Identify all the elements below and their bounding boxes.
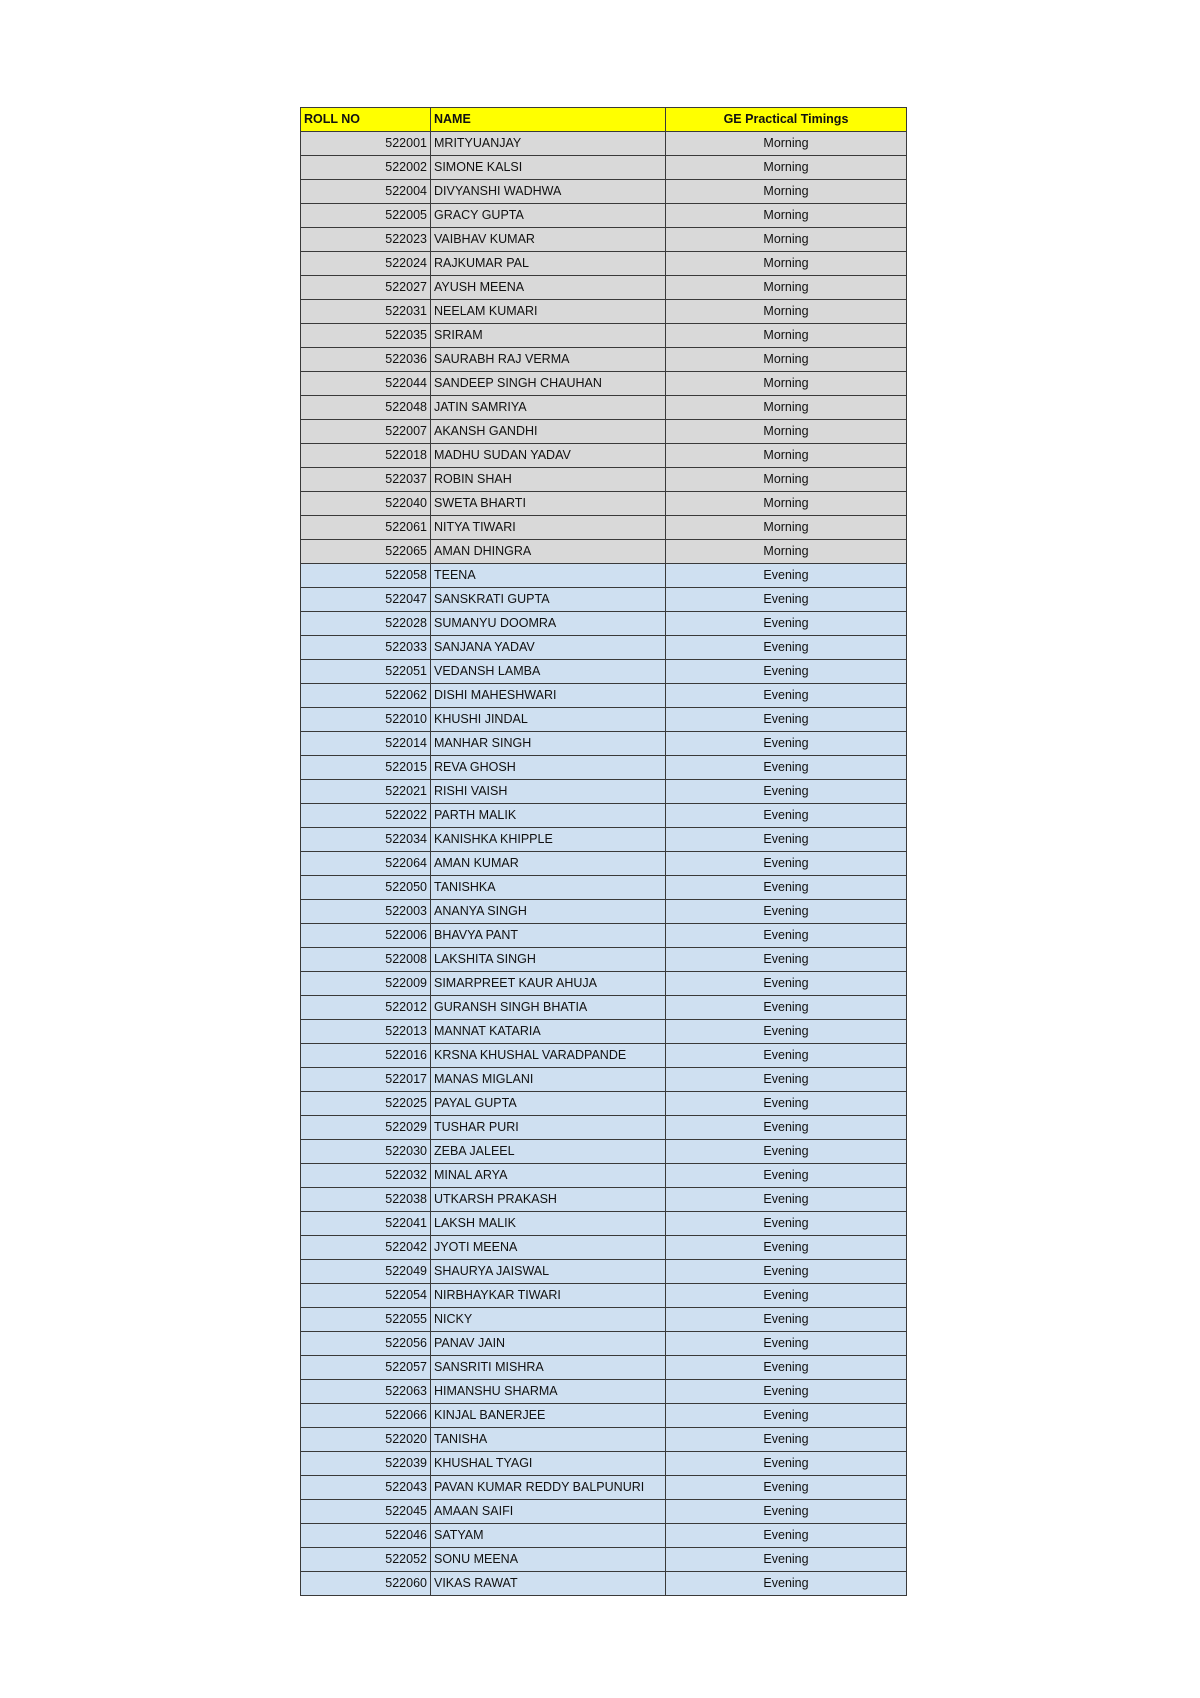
timing-cell: Morning xyxy=(666,252,907,276)
table-row xyxy=(301,1212,907,1236)
table-row xyxy=(301,732,907,756)
table-row xyxy=(301,996,907,1020)
name-cell: SANDEEP SINGH CHAUHAN xyxy=(431,372,666,396)
roll-no-cell: 522037 xyxy=(301,468,431,492)
name-cell: KRSNA KHUSHAL VARADPANDE xyxy=(431,1044,666,1068)
table-row xyxy=(301,684,907,708)
timing-cell: Evening xyxy=(666,1212,907,1236)
roll-no-cell: 522051 xyxy=(301,660,431,684)
table-row xyxy=(301,1356,907,1380)
name-cell: JATIN SAMRIYA xyxy=(431,396,666,420)
roll-no-cell: 522048 xyxy=(301,396,431,420)
student-timings-table xyxy=(300,107,907,1596)
table-row xyxy=(301,132,907,156)
name-cell: MANNAT KATARIA xyxy=(431,1020,666,1044)
table-row xyxy=(301,564,907,588)
roll-no-cell: 522014 xyxy=(301,732,431,756)
table-row xyxy=(301,1188,907,1212)
roll-no-cell: 522042 xyxy=(301,1236,431,1260)
table-row xyxy=(301,1404,907,1428)
table-row xyxy=(301,1140,907,1164)
name-cell: SIMONE KALSI xyxy=(431,156,666,180)
table-row xyxy=(301,204,907,228)
timing-cell: Evening xyxy=(666,1164,907,1188)
timing-cell: Evening xyxy=(666,684,907,708)
table-row xyxy=(301,444,907,468)
table-row xyxy=(301,708,907,732)
timing-cell: Evening xyxy=(666,1020,907,1044)
roll-no-cell: 522039 xyxy=(301,1452,431,1476)
timing-cell: Morning xyxy=(666,180,907,204)
roll-no-cell: 522004 xyxy=(301,180,431,204)
timing-cell: Evening xyxy=(666,1188,907,1212)
timing-cell: Evening xyxy=(666,1500,907,1524)
roll-no-cell: 522007 xyxy=(301,420,431,444)
timing-cell: Evening xyxy=(666,1044,907,1068)
table-row xyxy=(301,588,907,612)
timing-cell: Morning xyxy=(666,300,907,324)
table-row xyxy=(301,1236,907,1260)
roll-no-cell: 522064 xyxy=(301,852,431,876)
name-cell: AKANSH GANDHI xyxy=(431,420,666,444)
timing-cell: Evening xyxy=(666,1524,907,1548)
roll-no-cell: 522035 xyxy=(301,324,431,348)
timing-cell: Morning xyxy=(666,396,907,420)
timing-cell: Evening xyxy=(666,1428,907,1452)
name-cell: ANANYA SINGH xyxy=(431,900,666,924)
roll-no-cell: 522057 xyxy=(301,1356,431,1380)
timing-cell: Evening xyxy=(666,660,907,684)
roll-no-cell: 522033 xyxy=(301,636,431,660)
roll-no-cell: 522062 xyxy=(301,684,431,708)
roll-no-cell: 522001 xyxy=(301,132,431,156)
roll-no-cell: 522020 xyxy=(301,1428,431,1452)
table-row xyxy=(301,948,907,972)
roll-no-cell: 522050 xyxy=(301,876,431,900)
timing-cell: Morning xyxy=(666,540,907,564)
table-row xyxy=(301,1284,907,1308)
roll-no-cell: 522017 xyxy=(301,1068,431,1092)
timing-cell: Morning xyxy=(666,204,907,228)
timing-cell: Evening xyxy=(666,780,907,804)
table-row xyxy=(301,348,907,372)
roll-no-cell: 522021 xyxy=(301,780,431,804)
name-cell: SHAURYA JAISWAL xyxy=(431,1260,666,1284)
timing-cell: Morning xyxy=(666,276,907,300)
timing-cell: Evening xyxy=(666,588,907,612)
roll-no-cell: 522063 xyxy=(301,1380,431,1404)
name-cell: DISHI MAHESHWARI xyxy=(431,684,666,708)
name-cell: BHAVYA PANT xyxy=(431,924,666,948)
timing-cell: Morning xyxy=(666,468,907,492)
name-cell: TANISHA xyxy=(431,1428,666,1452)
name-cell: VEDANSH LAMBA xyxy=(431,660,666,684)
timing-cell: Morning xyxy=(666,156,907,180)
name-cell: AMAAN SAIFI xyxy=(431,1500,666,1524)
table-row xyxy=(301,492,907,516)
table-row xyxy=(301,276,907,300)
timing-cell: Morning xyxy=(666,348,907,372)
timing-cell: Evening xyxy=(666,900,907,924)
table-row xyxy=(301,468,907,492)
roll-no-cell: 522005 xyxy=(301,204,431,228)
table-row xyxy=(301,1332,907,1356)
name-cell: SAURABH RAJ VERMA xyxy=(431,348,666,372)
name-cell: HIMANSHU SHARMA xyxy=(431,1380,666,1404)
roll-no-cell: 522031 xyxy=(301,300,431,324)
table-row xyxy=(301,660,907,684)
name-cell: REVA GHOSH xyxy=(431,756,666,780)
roll-no-cell: 522046 xyxy=(301,1524,431,1548)
name-cell: MINAL ARYA xyxy=(431,1164,666,1188)
name-cell: DIVYANSHI WADHWA xyxy=(431,180,666,204)
timing-cell: Evening xyxy=(666,1308,907,1332)
name-cell: SUMANYU DOOMRA xyxy=(431,612,666,636)
timing-cell: Evening xyxy=(666,1260,907,1284)
roll-no-cell: 522032 xyxy=(301,1164,431,1188)
table-row xyxy=(301,852,907,876)
table-row xyxy=(301,540,907,564)
roll-no-cell: 522018 xyxy=(301,444,431,468)
name-cell: SANSRITI MISHRA xyxy=(431,1356,666,1380)
timing-cell: Evening xyxy=(666,1572,907,1596)
table-row xyxy=(301,396,907,420)
table-row xyxy=(301,900,907,924)
header-roll-no: ROLL NO xyxy=(301,108,431,132)
roll-no-cell: 522015 xyxy=(301,756,431,780)
roll-no-cell: 522040 xyxy=(301,492,431,516)
table-row xyxy=(301,1068,907,1092)
roll-no-cell: 522003 xyxy=(301,900,431,924)
name-cell: KHUSHAL TYAGI xyxy=(431,1452,666,1476)
name-cell: SRIRAM xyxy=(431,324,666,348)
name-cell: JYOTI MEENA xyxy=(431,1236,666,1260)
name-cell: PANAV JAIN xyxy=(431,1332,666,1356)
table-row xyxy=(301,156,907,180)
timing-cell: Evening xyxy=(666,1236,907,1260)
name-cell: PARTH MALIK xyxy=(431,804,666,828)
roll-no-cell: 522047 xyxy=(301,588,431,612)
table-row xyxy=(301,1164,907,1188)
roll-no-cell: 522013 xyxy=(301,1020,431,1044)
roll-no-cell: 522061 xyxy=(301,516,431,540)
table-row xyxy=(301,1452,907,1476)
table-body xyxy=(301,132,907,1596)
name-cell: SIMARPREET KAUR AHUJA xyxy=(431,972,666,996)
timing-cell: Morning xyxy=(666,228,907,252)
table-row xyxy=(301,516,907,540)
name-cell: TUSHAR PURI xyxy=(431,1116,666,1140)
roll-no-cell: 522023 xyxy=(301,228,431,252)
timing-cell: Evening xyxy=(666,636,907,660)
table-row xyxy=(301,1548,907,1572)
table-row xyxy=(301,612,907,636)
table-row xyxy=(301,324,907,348)
table-row xyxy=(301,1500,907,1524)
roll-no-cell: 522045 xyxy=(301,1500,431,1524)
roll-no-cell: 522041 xyxy=(301,1212,431,1236)
table-row xyxy=(301,1020,907,1044)
name-cell: PAVAN KUMAR REDDY BALPUNURI xyxy=(431,1476,666,1500)
roll-no-cell: 522044 xyxy=(301,372,431,396)
roll-no-cell: 522002 xyxy=(301,156,431,180)
table-row xyxy=(301,780,907,804)
name-cell: RAJKUMAR PAL xyxy=(431,252,666,276)
table-row xyxy=(301,1428,907,1452)
timing-cell: Evening xyxy=(666,924,907,948)
name-cell: NEELAM KUMARI xyxy=(431,300,666,324)
name-cell: MADHU SUDAN YADAV xyxy=(431,444,666,468)
roll-no-cell: 522016 xyxy=(301,1044,431,1068)
table-row xyxy=(301,756,907,780)
table-row xyxy=(301,252,907,276)
table-row xyxy=(301,420,907,444)
timing-cell: Morning xyxy=(666,492,907,516)
table-row xyxy=(301,1308,907,1332)
name-cell: VAIBHAV KUMAR xyxy=(431,228,666,252)
name-cell: SANSKRATI GUPTA xyxy=(431,588,666,612)
timing-cell: Evening xyxy=(666,804,907,828)
table-row xyxy=(301,372,907,396)
name-cell: GRACY GUPTA xyxy=(431,204,666,228)
timing-cell: Evening xyxy=(666,996,907,1020)
name-cell: KANISHKA KHIPPLE xyxy=(431,828,666,852)
timing-cell: Morning xyxy=(666,444,907,468)
timing-cell: Evening xyxy=(666,1404,907,1428)
timing-cell: Evening xyxy=(666,756,907,780)
timing-cell: Evening xyxy=(666,708,907,732)
name-cell: GURANSH SINGH BHATIA xyxy=(431,996,666,1020)
timing-cell: Evening xyxy=(666,1140,907,1164)
roll-no-cell: 522038 xyxy=(301,1188,431,1212)
timing-cell: Evening xyxy=(666,1068,907,1092)
table-row xyxy=(301,1380,907,1404)
table-row xyxy=(301,1116,907,1140)
table-row xyxy=(301,180,907,204)
header-name: NAME xyxy=(431,108,666,132)
name-cell: ZEBA JALEEL xyxy=(431,1140,666,1164)
roll-no-cell: 522010 xyxy=(301,708,431,732)
timing-cell: Morning xyxy=(666,132,907,156)
roll-no-cell: 522066 xyxy=(301,1404,431,1428)
timing-cell: Evening xyxy=(666,1452,907,1476)
timing-cell: Morning xyxy=(666,516,907,540)
roll-no-cell: 522006 xyxy=(301,924,431,948)
roll-no-cell: 522052 xyxy=(301,1548,431,1572)
timing-cell: Evening xyxy=(666,1356,907,1380)
table-row xyxy=(301,876,907,900)
timing-cell: Evening xyxy=(666,1116,907,1140)
roll-no-cell: 522027 xyxy=(301,276,431,300)
timing-cell: Evening xyxy=(666,1476,907,1500)
roll-no-cell: 522058 xyxy=(301,564,431,588)
table-row xyxy=(301,1260,907,1284)
roll-no-cell: 522036 xyxy=(301,348,431,372)
table-row xyxy=(301,972,907,996)
name-cell: TANISHKA xyxy=(431,876,666,900)
timing-cell: Evening xyxy=(666,852,907,876)
timing-cell: Evening xyxy=(666,828,907,852)
roll-no-cell: 522009 xyxy=(301,972,431,996)
roll-no-cell: 522043 xyxy=(301,1476,431,1500)
timing-cell: Evening xyxy=(666,1380,907,1404)
table-row xyxy=(301,1524,907,1548)
timing-cell: Evening xyxy=(666,1548,907,1572)
header-ge-practical-timings: GE Practical Timings xyxy=(666,108,907,132)
name-cell: AYUSH MEENA xyxy=(431,276,666,300)
timing-cell: Evening xyxy=(666,1092,907,1116)
timing-cell: Evening xyxy=(666,876,907,900)
timing-cell: Morning xyxy=(666,372,907,396)
name-cell: PAYAL GUPTA xyxy=(431,1092,666,1116)
roll-no-cell: 522028 xyxy=(301,612,431,636)
timing-cell: Evening xyxy=(666,612,907,636)
timing-cell: Evening xyxy=(666,732,907,756)
name-cell: MRITYUANJAY xyxy=(431,132,666,156)
name-cell: AMAN DHINGRA xyxy=(431,540,666,564)
roll-no-cell: 522054 xyxy=(301,1284,431,1308)
name-cell: SWETA BHARTI xyxy=(431,492,666,516)
name-cell: LAKSHITA SINGH xyxy=(431,948,666,972)
header-row xyxy=(301,108,907,132)
name-cell: RISHI VAISH xyxy=(431,780,666,804)
table-row xyxy=(301,1044,907,1068)
table-row xyxy=(301,924,907,948)
table-row xyxy=(301,828,907,852)
table-row xyxy=(301,228,907,252)
timing-cell: Morning xyxy=(666,420,907,444)
table-row xyxy=(301,1572,907,1596)
roll-no-cell: 522029 xyxy=(301,1116,431,1140)
name-cell: NICKY xyxy=(431,1308,666,1332)
name-cell: SATYAM xyxy=(431,1524,666,1548)
table-row xyxy=(301,636,907,660)
roll-no-cell: 522034 xyxy=(301,828,431,852)
timing-cell: Evening xyxy=(666,1284,907,1308)
name-cell: NITYA TIWARI xyxy=(431,516,666,540)
timing-cell: Morning xyxy=(666,324,907,348)
roll-no-cell: 522025 xyxy=(301,1092,431,1116)
name-cell: NIRBHAYKAR TIWARI xyxy=(431,1284,666,1308)
roll-no-cell: 522065 xyxy=(301,540,431,564)
table-row xyxy=(301,804,907,828)
name-cell: UTKARSH PRAKASH xyxy=(431,1188,666,1212)
name-cell: MANHAR SINGH xyxy=(431,732,666,756)
table-row xyxy=(301,300,907,324)
roll-no-cell: 522024 xyxy=(301,252,431,276)
roll-no-cell: 522049 xyxy=(301,1260,431,1284)
name-cell: AMAN KUMAR xyxy=(431,852,666,876)
roll-no-cell: 522055 xyxy=(301,1308,431,1332)
roll-no-cell: 522060 xyxy=(301,1572,431,1596)
name-cell: KHUSHI JINDAL xyxy=(431,708,666,732)
name-cell: KINJAL BANERJEE xyxy=(431,1404,666,1428)
name-cell: ROBIN SHAH xyxy=(431,468,666,492)
table-row xyxy=(301,1476,907,1500)
name-cell: SANJANA YADAV xyxy=(431,636,666,660)
roll-no-cell: 522022 xyxy=(301,804,431,828)
name-cell: SONU MEENA xyxy=(431,1548,666,1572)
name-cell: MANAS MIGLANI xyxy=(431,1068,666,1092)
roll-no-cell: 522008 xyxy=(301,948,431,972)
table-row xyxy=(301,1092,907,1116)
timing-cell: Evening xyxy=(666,564,907,588)
timing-cell: Evening xyxy=(666,972,907,996)
roll-no-cell: 522012 xyxy=(301,996,431,1020)
roll-no-cell: 522056 xyxy=(301,1332,431,1356)
timing-cell: Evening xyxy=(666,1332,907,1356)
name-cell: LAKSH MALIK xyxy=(431,1212,666,1236)
roll-no-cell: 522030 xyxy=(301,1140,431,1164)
name-cell: TEENA xyxy=(431,564,666,588)
timing-cell: Evening xyxy=(666,948,907,972)
name-cell: VIKAS RAWAT xyxy=(431,1572,666,1596)
